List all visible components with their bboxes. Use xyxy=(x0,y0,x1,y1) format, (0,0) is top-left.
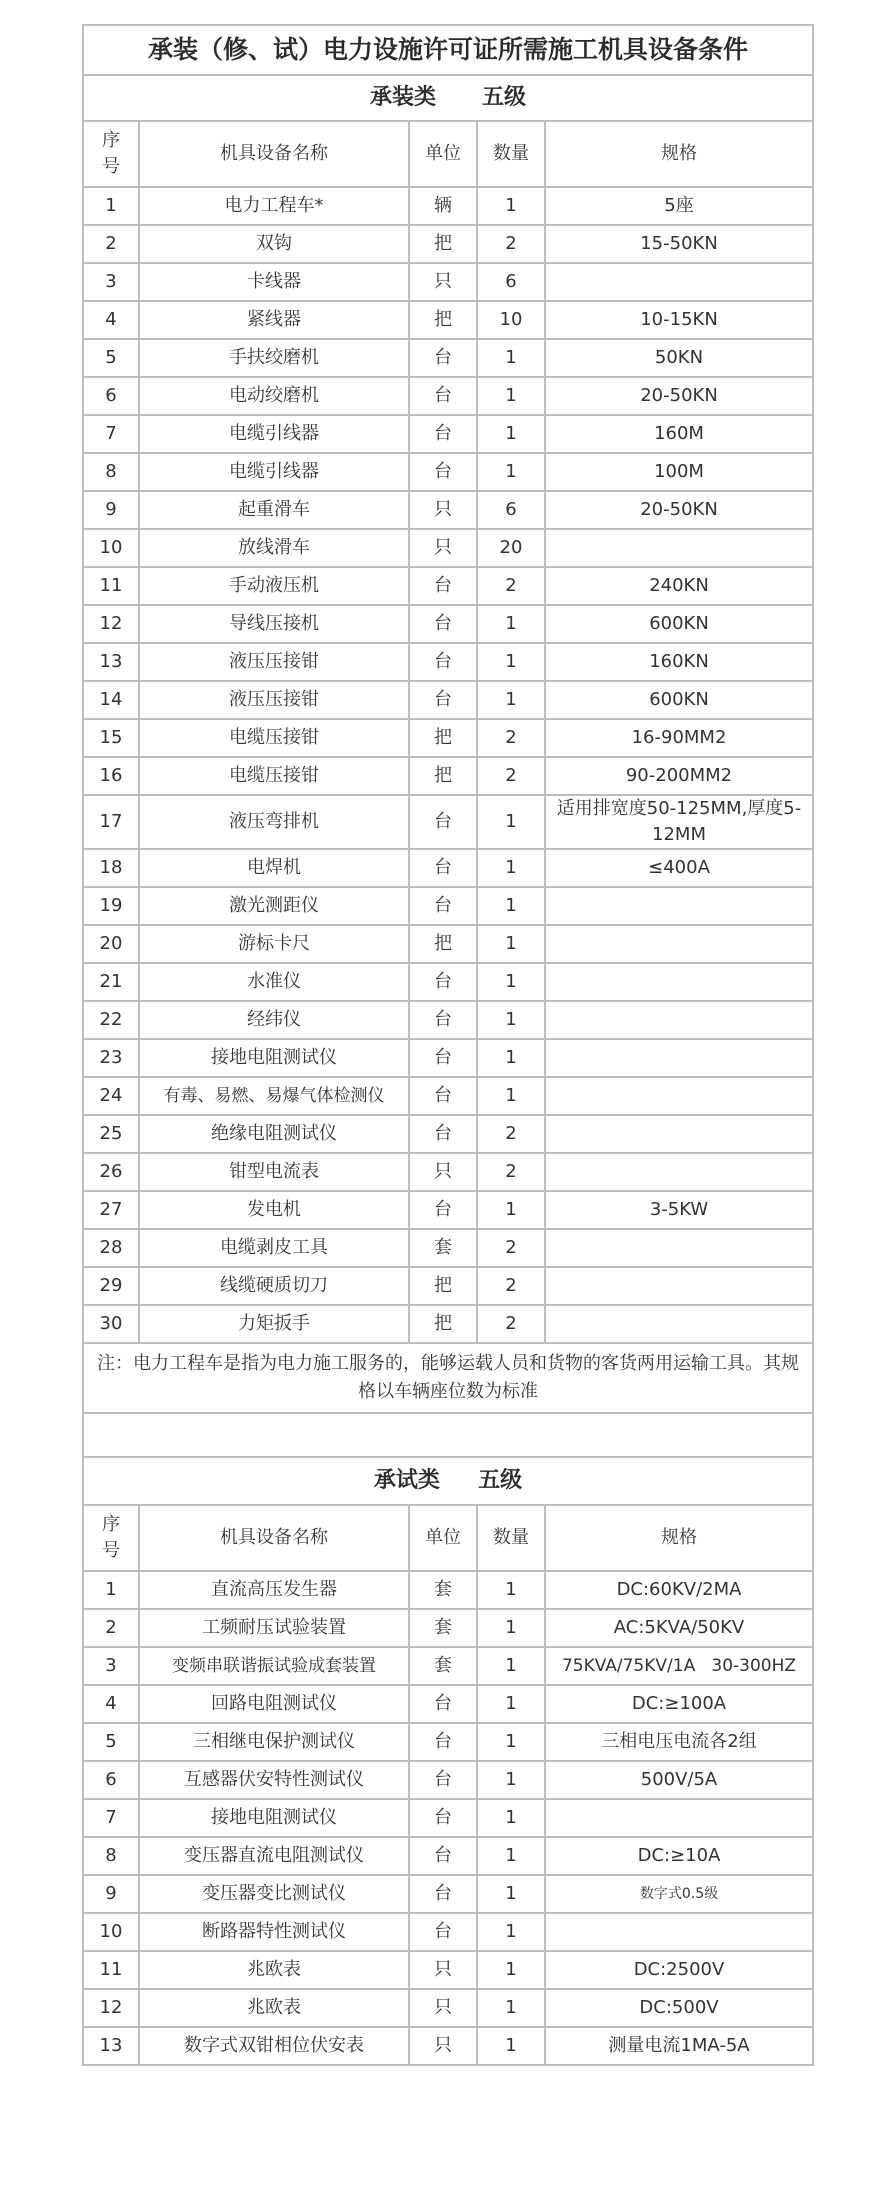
cell-spec: 5座 xyxy=(545,187,813,225)
cell-no: 16 xyxy=(83,757,139,795)
cell-no: 3 xyxy=(83,263,139,301)
cell-unit: 只 xyxy=(409,263,477,301)
cell-spec: 20-50KN xyxy=(545,377,813,415)
section-heading-testing xyxy=(83,1457,813,1505)
cell-no: 24 xyxy=(83,1077,139,1115)
table-row xyxy=(83,1609,813,1647)
cell-qty: 1 xyxy=(477,1875,545,1913)
cell-name: 断路器特性测试仪 xyxy=(139,1913,409,1951)
cell-unit: 台 xyxy=(409,1837,477,1875)
cell-no: 20 xyxy=(83,925,139,963)
cell-name: 水准仪 xyxy=(139,963,409,1001)
table-row xyxy=(83,887,813,925)
table-row xyxy=(83,339,813,377)
cell-qty: 1 xyxy=(477,1913,545,1951)
cell-no: 10 xyxy=(83,529,139,567)
cell-no: 6 xyxy=(83,1761,139,1799)
cell-spec: 100M xyxy=(545,453,813,491)
table-row xyxy=(83,1685,813,1723)
cell-qty: 1 xyxy=(477,1951,545,1989)
cell-qty: 1 xyxy=(477,963,545,1001)
header-no: 序号 xyxy=(83,1505,139,1571)
cell-spec xyxy=(545,1153,813,1191)
cell-name: 紧线器 xyxy=(139,301,409,339)
cell-unit: 台 xyxy=(409,1875,477,1913)
cell-qty: 1 xyxy=(477,1799,545,1837)
cell-name: 电缆引线器 xyxy=(139,415,409,453)
table-row xyxy=(83,1989,813,2027)
cell-spec: 50KN xyxy=(545,339,813,377)
section-level: 五级 xyxy=(478,1468,523,1493)
cell-unit: 只 xyxy=(409,529,477,567)
cell-no: 27 xyxy=(83,1191,139,1229)
cell-unit: 台 xyxy=(409,453,477,491)
cell-qty: 1 xyxy=(477,681,545,719)
cell-spec xyxy=(545,1077,813,1115)
cell-unit: 台 xyxy=(409,1685,477,1723)
blank-cell xyxy=(83,1413,813,1457)
cell-name: 钳型电流表 xyxy=(139,1153,409,1191)
cell-name: 手动液压机 xyxy=(139,567,409,605)
cell-unit: 把 xyxy=(409,225,477,263)
table-row xyxy=(83,1077,813,1115)
header-name: 机具设备名称 xyxy=(139,121,409,187)
cell-name: 变压器变比测试仪 xyxy=(139,1875,409,1913)
cell-qty: 1 xyxy=(477,1723,545,1761)
section-category: 承试类 xyxy=(373,1468,440,1493)
table-row xyxy=(83,1761,813,1799)
table-row xyxy=(83,529,813,567)
note-text: 注：电力工程车是指为电力施工服务的，能够运载人员和货物的客货两用运输工具。其规格以车辆座位数为标准 xyxy=(83,1343,813,1413)
cell-spec xyxy=(545,963,813,1001)
cell-name: 三相继电保护测试仪 xyxy=(139,1723,409,1761)
cell-qty: 1 xyxy=(477,1609,545,1647)
cell-no: 4 xyxy=(83,301,139,339)
cell-spec: DC:2500V xyxy=(545,1951,813,1989)
table-row xyxy=(83,849,813,887)
table-title-row xyxy=(83,25,813,75)
blank-row xyxy=(83,1413,813,1457)
cell-spec: 10-15KN xyxy=(545,301,813,339)
cell-spec: DC:≥100A xyxy=(545,1685,813,1723)
table-row xyxy=(83,1571,813,1609)
cell-name: 双钩 xyxy=(139,225,409,263)
table-row xyxy=(83,963,813,1001)
cell-spec: 三相电压电流各2组 xyxy=(545,1723,813,1761)
table-row xyxy=(83,301,813,339)
cell-unit: 台 xyxy=(409,1001,477,1039)
cell-no: 22 xyxy=(83,1001,139,1039)
cell-spec xyxy=(545,1799,813,1837)
cell-no: 9 xyxy=(83,1875,139,1913)
cell-spec: 600KN xyxy=(545,681,813,719)
cell-name: 接地电阻测试仪 xyxy=(139,1799,409,1837)
cell-qty: 2 xyxy=(477,567,545,605)
table-row xyxy=(83,1115,813,1153)
cell-qty: 1 xyxy=(477,1571,545,1609)
cell-name: 液压压接钳 xyxy=(139,681,409,719)
cell-qty: 6 xyxy=(477,491,545,529)
cell-unit: 套 xyxy=(409,1229,477,1267)
cell-name: 变频串联谐振试验成套装置 xyxy=(139,1647,409,1685)
cell-spec: 15-50KN xyxy=(545,225,813,263)
cell-spec: 20-50KN xyxy=(545,491,813,529)
cell-unit: 台 xyxy=(409,605,477,643)
cell-spec: 160M xyxy=(545,415,813,453)
cell-no: 1 xyxy=(83,1571,139,1609)
cell-unit: 只 xyxy=(409,491,477,529)
cell-qty: 1 xyxy=(477,925,545,963)
table-row xyxy=(83,1305,813,1343)
cell-spec xyxy=(545,925,813,963)
table-row xyxy=(83,491,813,529)
cell-no: 28 xyxy=(83,1229,139,1267)
cell-qty: 1 xyxy=(477,1039,545,1077)
cell-no: 3 xyxy=(83,1647,139,1685)
cell-spec xyxy=(545,1229,813,1267)
header-spec: 规格 xyxy=(545,121,813,187)
cell-qty: 1 xyxy=(477,1837,545,1875)
table-row xyxy=(83,1267,813,1305)
table-row xyxy=(83,605,813,643)
cell-unit: 台 xyxy=(409,681,477,719)
cell-qty: 1 xyxy=(477,1077,545,1115)
cell-qty: 2 xyxy=(477,757,545,795)
table-row xyxy=(83,1799,813,1837)
cell-qty: 2 xyxy=(477,1305,545,1343)
cell-spec: DC:≥10A xyxy=(545,1837,813,1875)
table-row xyxy=(83,719,813,757)
cell-unit: 台 xyxy=(409,377,477,415)
table-row xyxy=(83,1723,813,1761)
equipment-requirements-sheet xyxy=(82,24,812,2066)
cell-spec: DC:500V xyxy=(545,1989,813,2027)
cell-name: 经纬仪 xyxy=(139,1001,409,1039)
cell-no: 10 xyxy=(83,1913,139,1951)
cell-name: 液压压接钳 xyxy=(139,643,409,681)
cell-name: 电缆剥皮工具 xyxy=(139,1229,409,1267)
equipment-table xyxy=(82,24,814,2066)
cell-name: 液压弯排机 xyxy=(139,795,409,849)
table-row xyxy=(83,1191,813,1229)
cell-name: 电动绞磨机 xyxy=(139,377,409,415)
cell-unit: 台 xyxy=(409,887,477,925)
cell-no: 7 xyxy=(83,1799,139,1837)
cell-unit: 台 xyxy=(409,415,477,453)
cell-name: 直流高压发生器 xyxy=(139,1571,409,1609)
table-row xyxy=(83,377,813,415)
cell-spec xyxy=(545,263,813,301)
cell-no: 30 xyxy=(83,1305,139,1343)
cell-name: 卡线器 xyxy=(139,263,409,301)
cell-no: 14 xyxy=(83,681,139,719)
cell-name: 线缆硬质切刀 xyxy=(139,1267,409,1305)
cell-qty: 1 xyxy=(477,1191,545,1229)
cell-no: 1 xyxy=(83,187,139,225)
cell-unit: 台 xyxy=(409,1115,477,1153)
cell-unit: 只 xyxy=(409,1989,477,2027)
cell-no: 15 xyxy=(83,719,139,757)
cell-qty: 1 xyxy=(477,1761,545,1799)
cell-qty: 2 xyxy=(477,719,545,757)
cell-name: 力矩扳手 xyxy=(139,1305,409,1343)
cell-no: 25 xyxy=(83,1115,139,1153)
cell-unit: 台 xyxy=(409,1191,477,1229)
note-row xyxy=(83,1343,813,1413)
cell-unit: 把 xyxy=(409,925,477,963)
cell-unit: 台 xyxy=(409,339,477,377)
header-no: 序号 xyxy=(83,121,139,187)
cell-no: 5 xyxy=(83,339,139,377)
cell-name: 有毒、易燃、易爆气体检测仪 xyxy=(139,1077,409,1115)
cell-no: 9 xyxy=(83,491,139,529)
cell-unit: 台 xyxy=(409,567,477,605)
cell-spec xyxy=(545,1039,813,1077)
cell-unit: 辆 xyxy=(409,187,477,225)
cell-name: 电焊机 xyxy=(139,849,409,887)
cell-name: 电缆引线器 xyxy=(139,453,409,491)
cell-no: 12 xyxy=(83,1989,139,2027)
cell-qty: 1 xyxy=(477,1001,545,1039)
cell-unit: 台 xyxy=(409,1913,477,1951)
cell-qty: 2 xyxy=(477,1267,545,1305)
cell-unit: 把 xyxy=(409,719,477,757)
cell-qty: 1 xyxy=(477,187,545,225)
section-heading-row xyxy=(83,1457,813,1505)
cell-spec: 数字式0.5级 xyxy=(545,1875,813,1913)
cell-qty: 1 xyxy=(477,1685,545,1723)
cell-qty: 2 xyxy=(477,1153,545,1191)
table-row xyxy=(83,925,813,963)
cell-no: 11 xyxy=(83,567,139,605)
cell-name: 激光测距仪 xyxy=(139,887,409,925)
cell-qty: 2 xyxy=(477,225,545,263)
table-row xyxy=(83,1001,813,1039)
cell-no: 5 xyxy=(83,1723,139,1761)
cell-qty: 1 xyxy=(477,415,545,453)
cell-spec xyxy=(545,1001,813,1039)
cell-spec: 适用排宽度50-125MM,厚度5-12MM xyxy=(545,795,813,849)
cell-unit: 台 xyxy=(409,1799,477,1837)
cell-name: 电缆压接钳 xyxy=(139,757,409,795)
cell-unit: 套 xyxy=(409,1571,477,1609)
cell-no: 13 xyxy=(83,643,139,681)
table-row xyxy=(83,681,813,719)
cell-unit: 把 xyxy=(409,1267,477,1305)
cell-qty: 6 xyxy=(477,263,545,301)
cell-no: 26 xyxy=(83,1153,139,1191)
cell-name: 变压器直流电阻测试仪 xyxy=(139,1837,409,1875)
cell-no: 18 xyxy=(83,849,139,887)
cell-name: 导线压接机 xyxy=(139,605,409,643)
cell-no: 29 xyxy=(83,1267,139,1305)
column-header-row xyxy=(83,1505,813,1571)
table-row xyxy=(83,1039,813,1077)
cell-name: 电缆压接钳 xyxy=(139,719,409,757)
cell-qty: 1 xyxy=(477,887,545,925)
equipment-table-body xyxy=(83,25,813,2065)
cell-qty: 1 xyxy=(477,453,545,491)
table-row xyxy=(83,757,813,795)
cell-unit: 台 xyxy=(409,643,477,681)
cell-qty: 1 xyxy=(477,605,545,643)
cell-spec: 240KN xyxy=(545,567,813,605)
cell-name: 电力工程车* xyxy=(139,187,409,225)
table-row xyxy=(83,1837,813,1875)
cell-unit: 把 xyxy=(409,1305,477,1343)
cell-no: 11 xyxy=(83,1951,139,1989)
cell-name: 放线滑车 xyxy=(139,529,409,567)
cell-spec: 600KN xyxy=(545,605,813,643)
cell-spec xyxy=(545,887,813,925)
cell-qty: 1 xyxy=(477,2027,545,2065)
table-title: 承装（修、试）电力设施许可证所需施工机具设备条件 xyxy=(83,25,813,75)
table-row xyxy=(83,567,813,605)
cell-unit: 台 xyxy=(409,963,477,1001)
cell-unit: 台 xyxy=(409,1039,477,1077)
header-qty: 数量 xyxy=(477,121,545,187)
cell-spec xyxy=(545,1305,813,1343)
cell-unit: 只 xyxy=(409,1153,477,1191)
table-row xyxy=(83,453,813,491)
cell-name: 发电机 xyxy=(139,1191,409,1229)
table-row xyxy=(83,415,813,453)
cell-spec: 75KVA/75KV/1A 30-300HZ xyxy=(545,1647,813,1685)
cell-spec: 3-5KW xyxy=(545,1191,813,1229)
cell-name: 接地电阻测试仪 xyxy=(139,1039,409,1077)
cell-no: 23 xyxy=(83,1039,139,1077)
cell-spec: 160KN xyxy=(545,643,813,681)
cell-spec xyxy=(545,529,813,567)
cell-spec xyxy=(545,1267,813,1305)
cell-spec: DC:60KV/2MA xyxy=(545,1571,813,1609)
cell-qty: 1 xyxy=(477,849,545,887)
cell-no: 17 xyxy=(83,795,139,849)
cell-name: 游标卡尺 xyxy=(139,925,409,963)
cell-no: 2 xyxy=(83,1609,139,1647)
cell-no: 7 xyxy=(83,415,139,453)
cell-unit: 台 xyxy=(409,1761,477,1799)
cell-qty: 20 xyxy=(477,529,545,567)
cell-qty: 1 xyxy=(477,1989,545,2027)
header-spec: 规格 xyxy=(545,1505,813,1571)
cell-no: 8 xyxy=(83,453,139,491)
cell-spec: 16-90MM2 xyxy=(545,719,813,757)
cell-spec: 测量电流1MA-5A xyxy=(545,2027,813,2065)
table-row xyxy=(83,1153,813,1191)
table-row xyxy=(83,795,813,849)
cell-spec: 500V/5A xyxy=(545,1761,813,1799)
cell-unit: 台 xyxy=(409,1723,477,1761)
table-row xyxy=(83,263,813,301)
table-row xyxy=(83,1913,813,1951)
cell-qty: 1 xyxy=(477,1647,545,1685)
cell-unit: 只 xyxy=(409,1951,477,1989)
cell-qty: 1 xyxy=(477,643,545,681)
cell-name: 手扶绞磨机 xyxy=(139,339,409,377)
cell-no: 8 xyxy=(83,1837,139,1875)
cell-unit: 台 xyxy=(409,795,477,849)
cell-unit: 把 xyxy=(409,301,477,339)
table-row xyxy=(83,2027,813,2065)
cell-qty: 1 xyxy=(477,795,545,849)
cell-unit: 套 xyxy=(409,1647,477,1685)
table-row xyxy=(83,225,813,263)
section-heading-row xyxy=(83,75,813,121)
cell-spec: ≤400A xyxy=(545,849,813,887)
cell-unit: 只 xyxy=(409,2027,477,2065)
cell-spec xyxy=(545,1913,813,1951)
cell-name: 互感器伏安特性测试仪 xyxy=(139,1761,409,1799)
cell-name: 回路电阻测试仪 xyxy=(139,1685,409,1723)
section-category: 承装类 xyxy=(370,85,437,110)
cell-no: 13 xyxy=(83,2027,139,2065)
cell-qty: 1 xyxy=(477,339,545,377)
table-row xyxy=(83,1875,813,1913)
cell-unit: 台 xyxy=(409,1077,477,1115)
cell-no: 2 xyxy=(83,225,139,263)
cell-unit: 台 xyxy=(409,849,477,887)
header-qty: 数量 xyxy=(477,1505,545,1571)
table-row xyxy=(83,643,813,681)
cell-no: 12 xyxy=(83,605,139,643)
cell-qty: 2 xyxy=(477,1229,545,1267)
cell-qty: 1 xyxy=(477,377,545,415)
cell-name: 数字式双钳相位伏安表 xyxy=(139,2027,409,2065)
table-row xyxy=(83,187,813,225)
cell-no: 19 xyxy=(83,887,139,925)
cell-name: 兆欧表 xyxy=(139,1951,409,1989)
header-name: 机具设备名称 xyxy=(139,1505,409,1571)
table-row xyxy=(83,1951,813,1989)
cell-name: 起重滑车 xyxy=(139,491,409,529)
cell-spec: AC:5KVA/50KV xyxy=(545,1609,813,1647)
cell-qty: 10 xyxy=(477,301,545,339)
cell-spec xyxy=(545,1115,813,1153)
section-level: 五级 xyxy=(481,85,526,110)
cell-no: 4 xyxy=(83,1685,139,1723)
table-row xyxy=(83,1229,813,1267)
cell-name: 工频耐压试验装置 xyxy=(139,1609,409,1647)
header-unit: 单位 xyxy=(409,1505,477,1571)
cell-name: 兆欧表 xyxy=(139,1989,409,2027)
cell-name: 绝缘电阻测试仪 xyxy=(139,1115,409,1153)
cell-qty: 2 xyxy=(477,1115,545,1153)
cell-no: 21 xyxy=(83,963,139,1001)
header-unit: 单位 xyxy=(409,121,477,187)
table-row xyxy=(83,1647,813,1685)
section-heading-installation xyxy=(83,75,813,121)
cell-unit: 套 xyxy=(409,1609,477,1647)
cell-spec: 90-200MM2 xyxy=(545,757,813,795)
column-header-row xyxy=(83,121,813,187)
cell-unit: 把 xyxy=(409,757,477,795)
cell-no: 6 xyxy=(83,377,139,415)
